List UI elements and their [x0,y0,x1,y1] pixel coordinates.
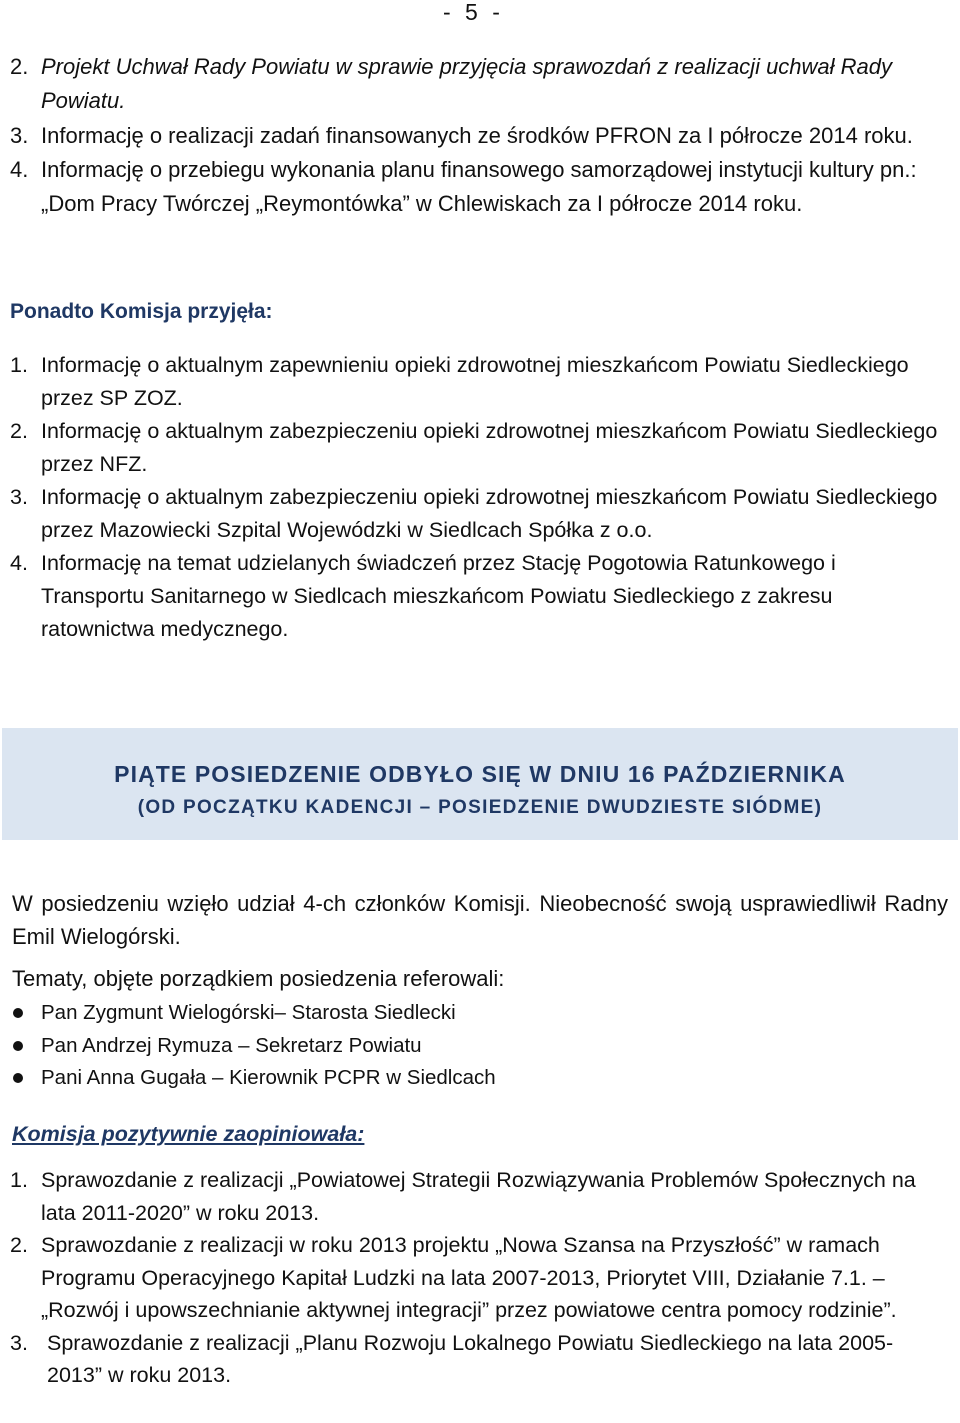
bullet-icon [13,1041,23,1051]
list-item [10,119,940,153]
presenter-text: Pan Zygmunt Wielogórski– Starosta Siedlecki [41,1001,456,1024]
presenter-text: Pani Anna Gugała – Kierownik PCPR w Siedlcach [41,1066,496,1089]
section-subheading: Ponadto Komisja przyjęła: [10,300,273,323]
list-item-number: 2. [10,54,29,79]
presenters-list [12,997,496,1095]
page-number: - 5 - [443,0,504,25]
reports-list [10,1164,940,1392]
list-item-text: Sprawozdanie z realizacji „Powiatowej Strategii Rozwiązywania Problemów Społecznych na lata 2011-2020” w roku 2013. [41,1168,916,1225]
resolution-list [10,50,940,221]
list-item [10,415,940,481]
list-item-text: Sprawozdanie z realizacji „Planu Rozwoju Lokalnego Powiatu Siedleckiego na lata 2005-2013” w roku 2013. [47,1330,894,1387]
list-item-number: 4. [10,551,28,575]
opinion-heading: Komisja pozytywnie zaopiniowała: [12,1122,365,1146]
list-item [10,1327,940,1392]
list-item [10,50,940,119]
list-item [10,153,940,222]
list-item-number: 2. [10,419,28,443]
list-item-text: Informację o aktualnym zapewnieniu opieki zdrowotnej mieszkańcom Powiatu Siedleckiego przez SP ZOZ. [41,353,909,410]
list-item [10,349,940,415]
list-item [10,547,940,646]
list-item [12,1062,496,1095]
list-item-text: Informację na temat udzielanych świadczeń przez Stację Pogotowia Ratunkowego i Transportu Sanitarnego w Siedlcach mieszkańcom Powiatu Siedleckiego z zakresu ratownictwa medycznego. [41,551,836,641]
bullet-icon [13,1073,23,1083]
list-item-text: Informację o realizacji zadań finansowanych ze środków PFRON za I półrocze 2014 roku. [41,122,913,148]
list-item-number: 2. [10,1233,28,1257]
list-item-text: Projekt Uchwał Rady Powiatu w sprawie przyjęcia sprawozdań z realizacji uchwał Rady Powiatu. [41,54,893,114]
list-item [12,1030,496,1063]
banner-subtitle: (OD POCZĄTKU KADENCJI – POSIEDZENIE DWUDZIESTE SIÓDME) [137,797,823,818]
list-item-text: Informację o aktualnym zabezpieczeniu opieki zdrowotnej mieszkańcom Powiatu Siedleckiego przez NFZ. [41,419,938,476]
attendance-paragraph: W posiedzeniu wzięło udział 4-ch członków Komisji. Nieobecność swoją usprawiedliwił Radny Emil Wielogórski. [12,891,948,949]
topics-intro: Tematy, objęte porządkiem posiedzenia referowali: [12,966,505,991]
list-item [12,997,496,1030]
list-item-text: Sprawozdanie z realizacji w roku 2013 projektu „Nowa Szansa na Przyszłość” w ramach Programu Operacyjnego Kapitał Ludzki na lata 2007-2013, Priorytet VIII, Działanie 7.1. – „Rozwój i upowszechnianie aktywnej integracji” przez powiatowe centra pomocy rodzinie”. [41,1233,897,1322]
accepted-info-list [10,349,940,646]
list-item [10,481,940,547]
list-item-number: 3. [10,1330,28,1355]
list-item-text: Informację o przebiegu wykonania planu finansowego samorządowej instytucji kultury pn.: „Dom Pracy Twórczej „Reymontówka” w Chlewiskach za I półrocze 2014 roku. [41,156,917,217]
presenter-text: Pan Andrzej Rymuza – Sekretarz Powiatu [41,1033,422,1057]
banner-title: PIĄTE POSIEDZENIE ODBYŁO SIĘ W DNIU 16 PAŹDZIERNIKA [114,761,846,787]
session-banner [2,728,958,840]
list-item-number: 3. [10,485,28,509]
list-item [10,1229,940,1327]
list-item-number: 3. [10,122,29,148]
list-item-number: 1. [10,1168,28,1192]
list-item-number: 4. [10,156,29,182]
list-item [10,1164,940,1229]
bullet-icon [13,1008,23,1018]
list-item-text: Informację o aktualnym zabezpieczeniu opieki zdrowotnej mieszkańcom Powiatu Siedleckiego przez Mazowiecki Szpital Wojewódzki w Siedlcach Spółka z o.o. [41,485,938,542]
list-item-number: 1. [10,353,28,377]
